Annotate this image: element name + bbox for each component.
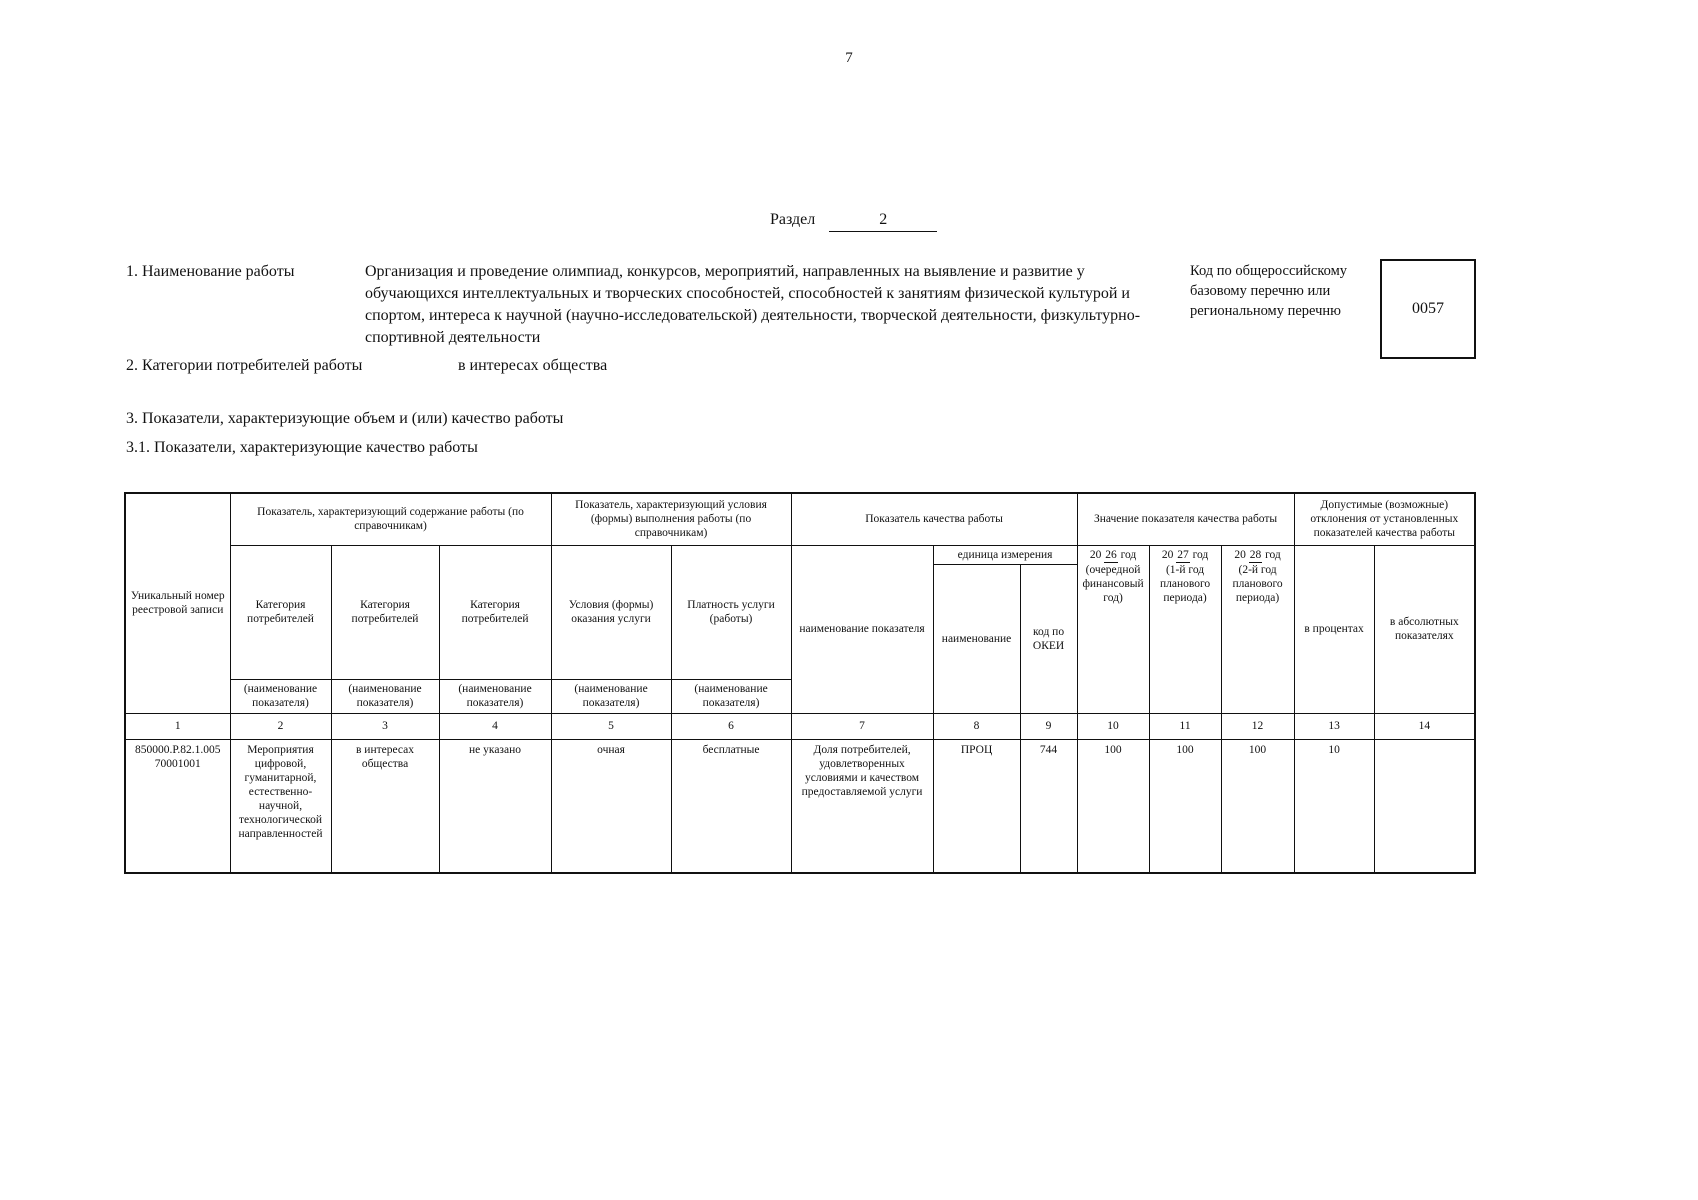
col-number: 5 (551, 713, 671, 739)
work-label: 1. Наименование работы (126, 263, 295, 280)
header-name-hint-3: (наименование показателя) (439, 679, 551, 713)
cell-payment: бесплатные (671, 739, 791, 873)
cell-unique-number: 850000.Р.82.1.005 70001001 (125, 739, 230, 873)
cell-unit-name: ПРОЦ (933, 739, 1020, 873)
work-name: Организация и проведение олимпиад, конкурсов, мероприятий, направленных на выявление и развитие у обучающихся интеллектуальных и творческих способностей, способностей к занятиям физической культурой и спортом, интереса к научной (научно-исследовательской) деятельности, творческой деятельности, физкультурно-спортивной деятельности (365, 263, 1141, 346)
table-row (125, 739, 1475, 873)
consumers-label: 2. Категории потребителей работы (126, 357, 363, 374)
header-unique-number: Уникальный номер реестровой записи (125, 493, 230, 713)
header-category-3: Категория потребителей (439, 545, 551, 679)
header-name-hint-1: (наименование показателя) (230, 679, 331, 713)
header-indicator-values: Значение показателя качества работы (1077, 493, 1294, 545)
header-category-1: Категория потребителей (230, 545, 331, 679)
indicators-subtitle: 3.1. Показатели, характеризующие качество работы (126, 439, 478, 456)
col-number: 10 (1077, 713, 1149, 739)
cell-percent: 10 (1294, 739, 1374, 873)
cell-indicator-name: Доля потребителей, удовлетворенных условиями и качеством предоставляемой услуги (791, 739, 933, 873)
col-number: 1 (125, 713, 230, 739)
year-2-number: 27 (1177, 548, 1189, 561)
header-name-hint-5: (наименование показателя) (671, 679, 791, 713)
header-content-indicator: Показатель, характеризующий содержание работы (по справочникам) (230, 493, 551, 545)
year-3-number: 28 (1249, 548, 1262, 561)
header-year-1 (1077, 545, 1149, 713)
col-number: 3 (331, 713, 439, 739)
header-unit-name: наименование (933, 564, 1020, 713)
consumers-value: в интересах общества (458, 357, 608, 374)
header-year-3 (1221, 545, 1294, 713)
cell-value-2: 100 (1149, 739, 1221, 873)
cell-category-3: не указано (439, 739, 551, 873)
cell-value-3: 100 (1221, 739, 1294, 873)
header-year-2 (1149, 545, 1221, 713)
col-number: 6 (671, 713, 791, 739)
cell-category-2: в интересах общества (331, 739, 439, 873)
code-value: 0057 (1412, 300, 1444, 317)
header-unit: единица измерения (933, 545, 1077, 564)
col-number: 13 (1294, 713, 1374, 739)
year-2-suffix: год (1192, 548, 1209, 561)
header-name-hint-2: (наименование показателя) (331, 679, 439, 713)
header-quality-indicator: Показатель качества работы (791, 493, 1077, 545)
col-number: 9 (1020, 713, 1077, 739)
cell-okei: 744 (1020, 739, 1077, 873)
cell-value-1: 100 (1077, 739, 1149, 873)
section-number: 2 (829, 209, 937, 232)
section-label: Раздел (770, 211, 816, 228)
col-number: 14 (1374, 713, 1475, 739)
page-number: 7 (845, 50, 853, 66)
year-1-note: (очередной финансовый год) (1082, 563, 1144, 604)
year-1-number: 26 (1105, 548, 1117, 561)
col-number: 8 (933, 713, 1020, 739)
year-3-note: (2-й год планового периода) (1232, 563, 1283, 604)
year-2-note: (1-й год планового периода) (1159, 563, 1211, 604)
year-2-prefix: 20 (1161, 548, 1174, 561)
col-number: 11 (1149, 713, 1221, 739)
header-absolute: в абсолютных показателях (1374, 545, 1475, 713)
header-indicator-name: наименование показателя (791, 545, 933, 713)
section-heading (770, 209, 937, 232)
col-number: 2 (230, 713, 331, 739)
cell-conditions: очная (551, 739, 671, 873)
header-payment: Платность услуги (работы) (671, 545, 791, 679)
quality-table (124, 492, 1476, 874)
col-number: 12 (1221, 713, 1294, 739)
header-percent: в процентах (1294, 545, 1374, 713)
header-name-hint-4: (наименование показателя) (551, 679, 671, 713)
header-conditions: Условия (формы) оказания услуги (551, 545, 671, 679)
year-3-prefix: 20 (1234, 548, 1246, 561)
header-deviations: Допустимые (возможные) отклонения от установленных показателей качества работы (1294, 493, 1475, 545)
header-conditions-indicator: Показатель, характеризующий условия (формы) выполнения работы (по справочникам) (551, 493, 791, 545)
code-label: Код по общероссийскому базовому перечню или региональному перечню (1190, 263, 1348, 319)
header-category-2: Категория потребителей (331, 545, 439, 679)
cell-category-1: Мероприятия цифровой, гуманитарной, естественно-научной, технологической направленностей (230, 739, 331, 873)
year-1-suffix: год (1120, 548, 1137, 561)
year-1-prefix: 20 (1089, 548, 1102, 561)
indicators-title: 3. Показатели, характеризующие объем и (или) качество работы (126, 410, 564, 427)
code-box (1380, 259, 1476, 359)
header-okei: код по ОКЕИ (1020, 564, 1077, 713)
col-number: 4 (439, 713, 551, 739)
cell-absolute (1374, 739, 1475, 873)
year-3-suffix: год (1265, 548, 1281, 561)
col-number: 7 (791, 713, 933, 739)
